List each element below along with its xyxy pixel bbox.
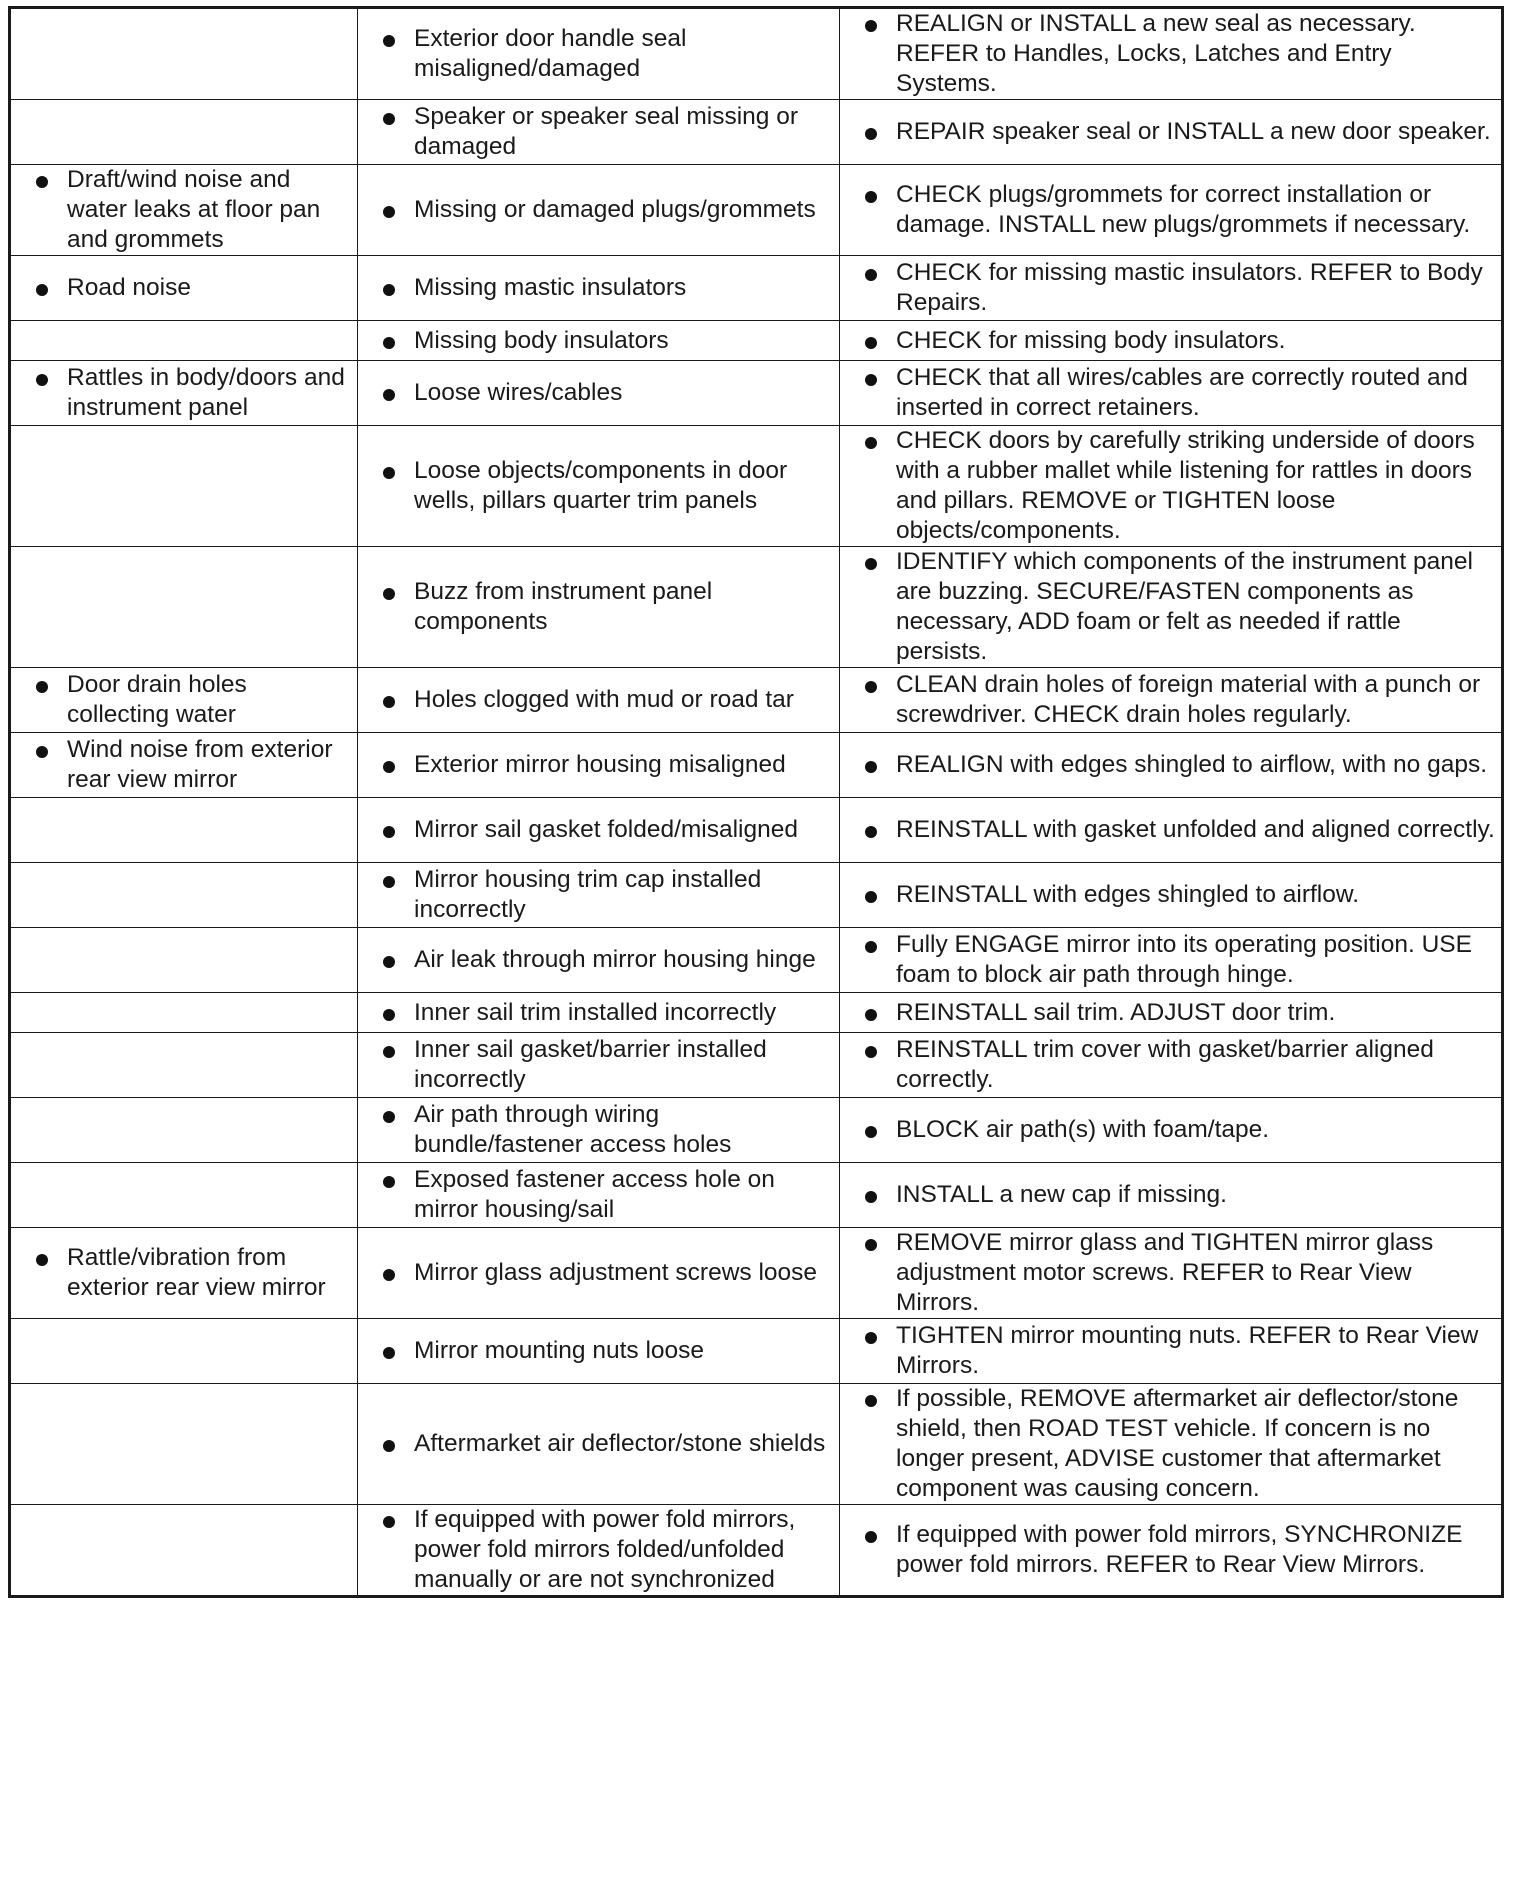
source-text: Speaker or speaker seal missing or damaged: [414, 103, 799, 160]
action-text: REALIGN with edges shingled to airflow, with no gaps.: [896, 751, 1488, 778]
bullet-icon: [383, 35, 395, 47]
source-entry: [358, 102, 839, 162]
bullet-icon: [36, 1254, 48, 1266]
source-cell: [358, 1033, 840, 1098]
condition-cell: [10, 8, 358, 100]
bullet-icon: [383, 1440, 395, 1452]
action-text: REPAIR speaker seal or INSTALL a new door speaker.: [896, 118, 1491, 145]
action-entry: [840, 1180, 1501, 1210]
bullet-icon: [383, 206, 395, 218]
action-text: If equipped with power fold mirrors, SYNCHRONIZE power fold mirrors. REFER to Rear View Mirrors.: [896, 1521, 1463, 1578]
condition-entry: [11, 670, 357, 730]
table-row: [10, 321, 1503, 361]
action-cell: [840, 1033, 1503, 1098]
source-text: Inner sail gasket/barrier installed incorrectly: [414, 1036, 767, 1093]
bullet-icon: [383, 826, 395, 838]
bullet-icon: [383, 1347, 395, 1359]
source-cell: [358, 426, 840, 547]
bullet-icon: [383, 389, 395, 401]
source-text: Air leak through mirror housing hinge: [414, 946, 816, 973]
bullet-icon: [865, 128, 877, 140]
action-entry: [840, 998, 1501, 1028]
bullet-icon: [36, 284, 48, 296]
source-cell: [358, 1098, 840, 1163]
condition-text: Door drain holes collecting water: [67, 671, 247, 728]
source-entry: [358, 1258, 839, 1288]
action-cell: [840, 1098, 1503, 1163]
condition-cell: [10, 928, 358, 993]
source-entry: [358, 456, 839, 516]
table-row: [10, 1163, 1503, 1228]
condition-cell: [10, 165, 358, 256]
condition-cell: [10, 1505, 358, 1597]
source-entry: [358, 1505, 839, 1595]
source-cell: [358, 668, 840, 733]
source-entry: [358, 273, 839, 303]
bullet-icon: [383, 761, 395, 773]
action-cell: [840, 1319, 1503, 1384]
bullet-icon: [36, 681, 48, 693]
source-text: Buzz from instrument panel components: [414, 578, 713, 635]
condition-cell: [10, 1163, 358, 1228]
bullet-icon: [865, 1126, 877, 1138]
condition-cell: [10, 1228, 358, 1319]
bullet-icon: [865, 558, 877, 570]
table-row: [10, 733, 1503, 798]
table-row: [10, 361, 1503, 426]
bullet-icon: [865, 1531, 877, 1543]
source-text: Loose objects/components in door wells, pillars quarter trim panels: [414, 457, 788, 514]
source-text: Mirror glass adjustment screws loose: [414, 1259, 818, 1286]
bullet-icon: [383, 1176, 395, 1188]
bullet-icon: [383, 956, 395, 968]
source-text: Exposed fastener access hole on mirror housing/sail: [414, 1166, 775, 1223]
source-cell: [358, 256, 840, 321]
action-text: REINSTALL trim cover with gasket/barrier aligned correctly.: [896, 1036, 1434, 1093]
condition-cell: [10, 993, 358, 1033]
condition-cell: [10, 547, 358, 668]
source-cell: [358, 547, 840, 668]
action-cell: [840, 733, 1503, 798]
action-entry: [840, 670, 1501, 730]
action-cell: [840, 863, 1503, 928]
bullet-icon: [865, 761, 877, 773]
action-text: IDENTIFY which components of the instrument panel are buzzing. SECURE/FASTEN components as necessary, ADD foam or felt as needed if rattle persists.: [896, 548, 1473, 665]
source-entry: [358, 195, 839, 225]
source-text: Aftermarket air deflector/stone shields: [414, 1430, 826, 1457]
source-cell: [358, 321, 840, 361]
bullet-icon: [383, 467, 395, 479]
action-text: TIGHTEN mirror mounting nuts. REFER to Rear View Mirrors.: [896, 1322, 1479, 1379]
source-text: Loose wires/cables: [414, 379, 623, 406]
action-cell: [840, 547, 1503, 668]
bullet-icon: [865, 1191, 877, 1203]
source-entry: [358, 815, 839, 845]
condition-cell: [10, 426, 358, 547]
source-text: Air path through wiring bundle/fastener access holes: [414, 1101, 732, 1158]
action-text: CLEAN drain holes of foreign material with a punch or screwdriver. CHECK drain holes regularly.: [896, 671, 1481, 728]
bullet-icon: [865, 191, 877, 203]
table-row: [10, 863, 1503, 928]
source-entry: [358, 750, 839, 780]
action-cell: [840, 8, 1503, 100]
source-entry: [358, 1100, 839, 1160]
source-cell: [358, 1384, 840, 1505]
source-text: Mirror housing trim cap installed incorrectly: [414, 866, 762, 923]
condition-cell: [10, 668, 358, 733]
action-text: REINSTALL with gasket unfolded and aligned correctly.: [896, 816, 1495, 843]
source-entry: [358, 1165, 839, 1225]
action-text: CHECK that all wires/cables are correctly routed and inserted in correct retainers.: [896, 364, 1468, 421]
bullet-icon: [383, 1269, 395, 1281]
table-row: [10, 1228, 1503, 1319]
action-cell: [840, 426, 1503, 547]
action-entry: [840, 180, 1501, 240]
bullet-icon: [865, 826, 877, 838]
source-text: Exterior mirror housing misaligned: [414, 751, 786, 778]
bullet-icon: [865, 374, 877, 386]
action-entry: [840, 326, 1501, 356]
bullet-icon: [383, 113, 395, 125]
action-entry: [840, 1035, 1501, 1095]
action-text: BLOCK air path(s) with foam/tape.: [896, 1116, 1270, 1143]
bullet-icon: [865, 1332, 877, 1344]
bullet-icon: [383, 876, 395, 888]
action-entry: [840, 117, 1501, 147]
condition-cell: [10, 1098, 358, 1163]
action-cell: [840, 321, 1503, 361]
source-entry: [358, 24, 839, 84]
condition-text: Wind noise from exterior rear view mirror: [67, 736, 333, 793]
bullet-icon: [865, 941, 877, 953]
action-cell: [840, 256, 1503, 321]
condition-entry: [11, 363, 357, 423]
bullet-icon: [383, 1046, 395, 1058]
source-cell: [358, 928, 840, 993]
table-row: [10, 100, 1503, 165]
source-cell: [358, 1163, 840, 1228]
source-text: Mirror mounting nuts loose: [414, 1337, 705, 1364]
action-cell: [840, 1505, 1503, 1597]
bullet-icon: [383, 1516, 395, 1528]
source-entry: [358, 1336, 839, 1366]
action-entry: [840, 930, 1501, 990]
source-cell: [358, 1228, 840, 1319]
bullet-icon: [865, 1239, 877, 1251]
condition-cell: [10, 1319, 358, 1384]
action-cell: [840, 1228, 1503, 1319]
action-entry: [840, 363, 1501, 423]
action-text: REINSTALL sail trim. ADJUST door trim.: [896, 998, 1336, 1026]
bullet-icon: [36, 374, 48, 386]
table-row: [10, 1384, 1503, 1505]
bullet-icon: [865, 20, 877, 32]
source-cell: [358, 361, 840, 426]
source-entry: [358, 326, 839, 356]
source-cell: [358, 100, 840, 165]
action-entry: [840, 1384, 1501, 1504]
source-cell: [358, 1505, 840, 1597]
bullet-icon: [383, 1009, 395, 1021]
action-cell: [840, 361, 1503, 426]
bullet-icon: [865, 437, 877, 449]
bullet-icon: [36, 176, 48, 188]
condition-cell: [10, 361, 358, 426]
action-cell: [840, 100, 1503, 165]
bullet-icon: [383, 337, 395, 349]
condition-text: Rattle/vibration from exterior rear view mirror: [67, 1244, 326, 1301]
condition-text: Road noise: [67, 274, 191, 301]
action-cell: [840, 798, 1503, 863]
bullet-icon: [383, 588, 395, 600]
table-row: [10, 993, 1503, 1033]
condition-cell: [10, 1033, 358, 1098]
action-cell: [840, 1384, 1503, 1505]
action-entry: [840, 1115, 1501, 1145]
condition-cell: [10, 1384, 358, 1505]
source-cell: [358, 8, 840, 100]
table-row: [10, 547, 1503, 668]
action-text: INSTALL a new cap if missing.: [896, 1181, 1227, 1208]
table-row: [10, 1505, 1503, 1597]
source-entry: [358, 865, 839, 925]
source-entry: [358, 685, 839, 715]
condition-cell: [10, 863, 358, 928]
source-text: Holes clogged with mud or road tar: [414, 686, 794, 713]
action-entry: [840, 258, 1501, 318]
source-cell: [358, 798, 840, 863]
condition-text: Rattles in body/doors and instrument panel: [67, 364, 345, 421]
action-entry: [840, 1520, 1501, 1580]
condition-cell: [10, 733, 358, 798]
action-entry: [840, 880, 1501, 910]
table-row: [10, 8, 1503, 100]
action-text: CHECK plugs/grommets for correct installation or damage. INSTALL new plugs/grommets if necessary.: [896, 181, 1471, 238]
source-entry: [358, 1429, 839, 1459]
action-text: CHECK doors by carefully striking underside of doors with a rubber mallet while listening for rattles in doors and pillars. REMOVE or TIGHTEN loose objects/components.: [896, 427, 1475, 544]
action-entry: [840, 1228, 1501, 1318]
action-text: REALIGN or INSTALL a new seal as necessary. REFER to Handles, Locks, Latches and Entry Systems.: [896, 10, 1416, 97]
source-entry: [358, 378, 839, 408]
table-row: [10, 165, 1503, 256]
bullet-icon: [383, 284, 395, 296]
table-row: [10, 668, 1503, 733]
action-text: Fully ENGAGE mirror into its operating position. USE foam to block air path through hinge.: [896, 931, 1472, 988]
source-text: Missing or damaged plugs/grommets: [414, 196, 816, 223]
bullet-icon: [865, 1395, 877, 1407]
source-entry: [358, 945, 839, 975]
table-row: [10, 426, 1503, 547]
action-text: CHECK for missing body insulators.: [896, 326, 1286, 354]
condition-cell: [10, 798, 358, 863]
source-entry: [358, 998, 839, 1028]
table-row: [10, 1098, 1503, 1163]
source-text: Exterior door handle seal misaligned/damaged: [414, 25, 687, 82]
bullet-icon: [865, 891, 877, 903]
bullet-icon: [865, 1009, 877, 1021]
action-cell: [840, 165, 1503, 256]
table-row: [10, 256, 1503, 321]
action-text: CHECK for missing mastic insulators. REFER to Body Repairs.: [896, 259, 1483, 316]
action-entry: [840, 426, 1501, 546]
action-entry: [840, 815, 1501, 845]
table-row: [10, 798, 1503, 863]
condition-cell: [10, 256, 358, 321]
action-cell: [840, 928, 1503, 993]
diagnosis-table: [8, 6, 1504, 1598]
action-text: REMOVE mirror glass and TIGHTEN mirror glass adjustment motor screws. REFER to Rear View Mirrors.: [896, 1229, 1434, 1316]
source-cell: [358, 1319, 840, 1384]
action-entry: [840, 750, 1501, 780]
condition-entry: [11, 165, 357, 255]
condition-text: Draft/wind noise and water leaks at floor pan and grommets: [67, 166, 321, 253]
action-cell: [840, 668, 1503, 733]
bullet-icon: [383, 696, 395, 708]
condition-cell: [10, 100, 358, 165]
condition-entry: [11, 735, 357, 795]
table-row: [10, 1033, 1503, 1098]
action-text: If possible, REMOVE aftermarket air deflector/stone shield, then ROAD TEST vehicle. If concern is no longer present, ADVISE customer that aftermarket component was causing concern.: [896, 1385, 1459, 1502]
diagnosis-table-body: [10, 8, 1503, 1597]
action-text: REINSTALL with edges shingled to airflow.: [896, 881, 1360, 908]
bullet-icon: [36, 746, 48, 758]
bullet-icon: [865, 681, 877, 693]
source-cell: [358, 165, 840, 256]
source-text: Mirror sail gasket folded/misaligned: [414, 816, 798, 843]
action-entry: [840, 9, 1501, 99]
source-cell: [358, 863, 840, 928]
source-entry: [358, 577, 839, 637]
table-row: [10, 928, 1503, 993]
condition-cell: [10, 321, 358, 361]
condition-entry: [11, 273, 357, 303]
condition-entry: [11, 1243, 357, 1303]
bullet-icon: [865, 269, 877, 281]
bullet-icon: [865, 1046, 877, 1058]
action-entry: [840, 1321, 1501, 1381]
bullet-icon: [383, 1111, 395, 1123]
source-text: Missing body insulators: [414, 326, 669, 354]
source-cell: [358, 733, 840, 798]
source-text: Missing mastic insulators: [414, 274, 687, 301]
table-row: [10, 1319, 1503, 1384]
action-cell: [840, 1163, 1503, 1228]
source-text: If equipped with power fold mirrors, power fold mirrors folded/unfolded manually or are not synchronized: [414, 1506, 796, 1593]
source-entry: [358, 1035, 839, 1095]
bullet-icon: [865, 337, 877, 349]
source-text: Inner sail trim installed incorrectly: [414, 998, 777, 1026]
action-entry: [840, 547, 1501, 667]
action-cell: [840, 993, 1503, 1033]
source-cell: [358, 993, 840, 1033]
